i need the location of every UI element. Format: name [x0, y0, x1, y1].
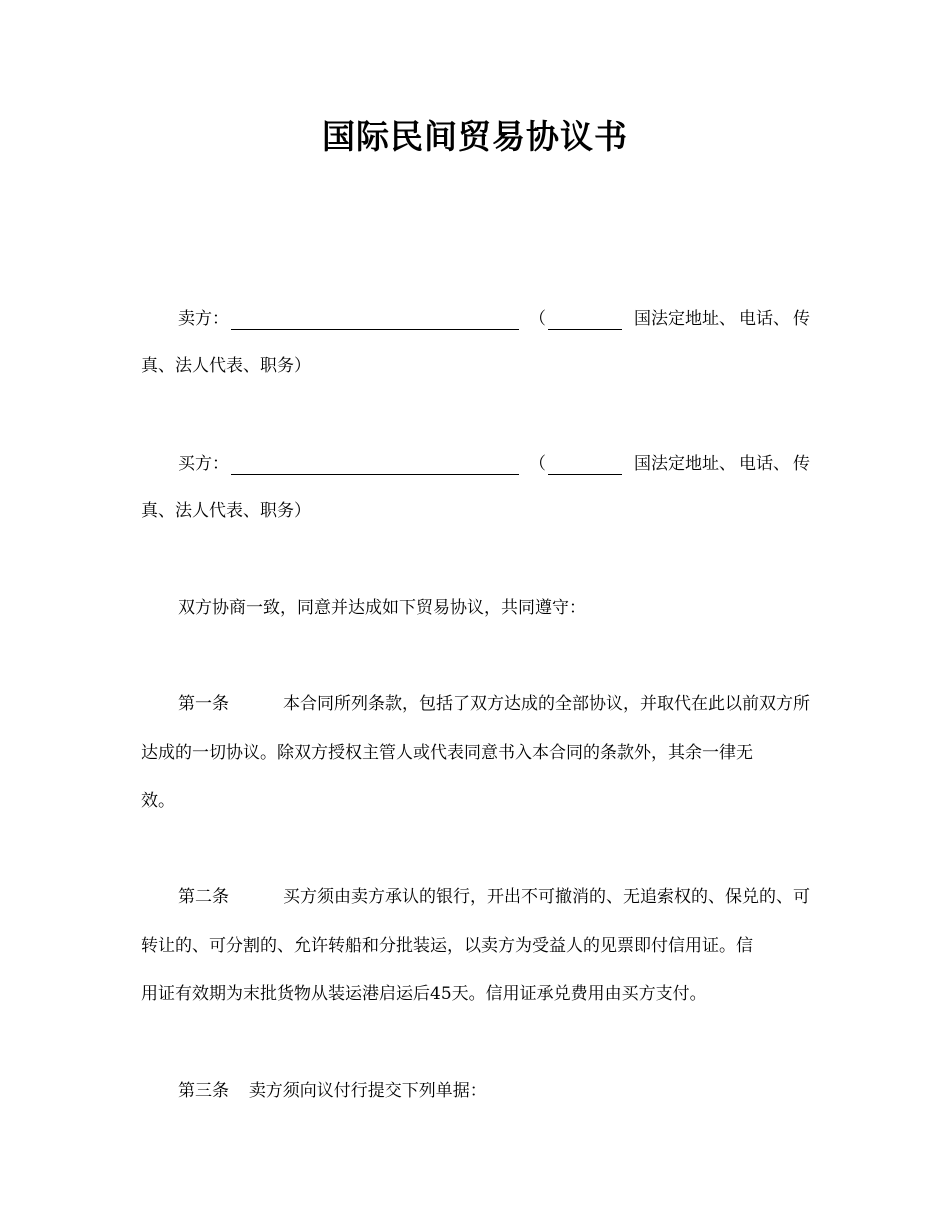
seller-label: 卖方：: [178, 309, 229, 329]
seller-detail-part: 电话、: [739, 309, 790, 329]
seller-open-paren: （: [529, 309, 546, 329]
seller-detail-part: 传: [793, 309, 810, 329]
article3-heading: 第三条: [178, 1081, 229, 1101]
document-title: 国际民间贸易协议书: [322, 117, 628, 156]
article1-line1: [178, 693, 810, 715]
article2-heading: 第二条: [178, 887, 229, 907]
article2-line1: [178, 886, 810, 908]
article1-line2: 达成的一切协议。除双方授权主管人或代表同意书入本合同的条款外，其余一律无: [141, 743, 753, 763]
seller-name-blank: [231, 311, 519, 330]
buyer-details: [634, 453, 810, 475]
article2-line2: 转让的、可分割的、允许转船和分批装运，以卖方为受益人的见票即付信用证。信: [141, 936, 753, 956]
article2-text: 买方须由卖方承认的银行，开出不可撤消的、无追索权的、保兑的、可: [283, 887, 810, 907]
buyer-label: 买方：: [178, 454, 229, 474]
seller-detail-part: 国法定地址、: [634, 309, 736, 329]
article2-line3: 用证有效期为末批货物从装运港启运后45天。信用证承兑费用由买方支付。: [141, 984, 707, 1004]
buyer-detail-part: 传: [793, 454, 810, 474]
seller-continuation: 真、法人代表、职务）: [141, 356, 311, 376]
buyer-detail-part: 电话、: [739, 454, 790, 474]
seller-details: [634, 308, 810, 330]
buyer-name-blank: [231, 456, 519, 475]
article3-text: 卖方须向议付行提交下列单据：: [248, 1081, 487, 1101]
buyer-detail-part: 国法定地址、: [634, 454, 736, 474]
buyer-continuation: 真、法人代表、职务）: [141, 501, 311, 521]
buyer-country-blank: [548, 456, 622, 475]
article1-text: 本合同所列条款，包括了双方达成的全部协议，并取代在此以前双方所: [283, 694, 810, 714]
article3-line1: [178, 1080, 487, 1102]
article1-line3: 效。: [141, 791, 175, 811]
buyer-line: [178, 453, 810, 475]
buyer-open-paren: （: [529, 454, 546, 474]
article1-heading: 第一条: [178, 694, 229, 714]
seller-line: [178, 308, 810, 330]
intro-paragraph: 双方协商一致，同意并达成如下贸易协议，共同遵守：: [178, 598, 586, 618]
seller-country-blank: [548, 311, 622, 330]
